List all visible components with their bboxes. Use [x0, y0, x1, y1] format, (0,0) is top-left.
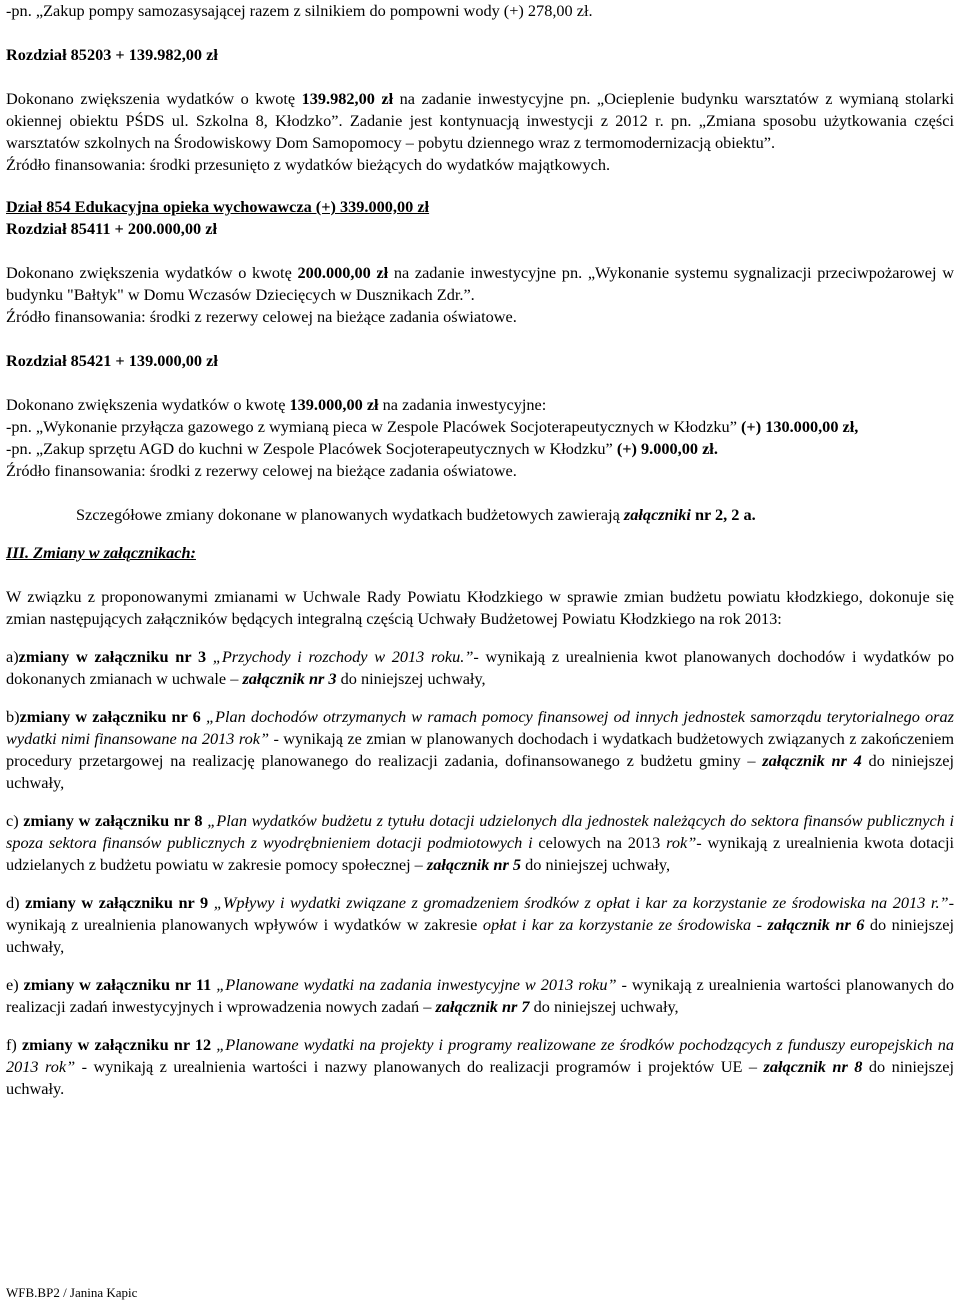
- intro-paragraph: W związku z proponowanymi zmianami w Uchwale Rady Powiatu Kłodzkiego w sprawie zmian budżetu powiatu kłodzkiego, dokonuje się zmian następujących załączników będących integralną częścią Uchwały Budżetowej Powiatu Kłodzkiego na rok 2013:: [6, 587, 954, 628]
- item-c: c) zmiany w załączniku nr 8 „Plan wydatków budżetu z tytułu dotacji udzielonych dla jednostek należących do sektora finansów publicznych i spoza sektora finansów publicznych z wyodrębnieniem dotacji podmiotowych i celowych na 2013 rok”- wynikają z urealnienia kwota dotacji udzielanych z budżetu powiatu w zakresie pomocy społecznej – załącznik nr 5 do niniejszej uchwały,: [6, 811, 955, 874]
- source-85421: Źródło finansowania: środki z rezerwy celowej na bieżące zadania oświatowe.: [6, 461, 517, 480]
- paragraph-85203: Dokonano zwiększenia wydatków o kwotę 139.982,00 zł na zadanie inwestycyjne pn. „Ocieplenie budynku warsztatów z wymianą stolarki okiennej obiektu PŚDS ul. Szkolna 8, Kłodzko”. Zadanie jest kontynuacją inwestycji z 2012 r. pn. „Zmiana sposobu użytkowania części warsztatów szkolnych na Środowiskowy Dom Samopomocy – pobytu dziennego wraz z termomodernizacją obiektu”.: [6, 89, 954, 152]
- item-d: d) zmiany w załączniku nr 9 „Wpływy i wydatki związane z gromadzeniem środków z opłat i kar za korzystanie ze środowiska na 2013 r.”- wynikają z urealnienia planowanych wpływów i wydatków w zakresie opłat i kar za korzystanie ze środowiska - załącznik nr 6 do niniejszej uchwały,: [6, 893, 954, 956]
- item-a: a)zmiany w załączniku nr 3 „Przychody i rozchody w 2013 roku.”- wynikają z urealnienia kwot planowanych dochodów i wydatków po dokonanych zmianach w uchwale – załącznik nr 3 do niniejszej uchwały,: [6, 647, 954, 688]
- paragraph-85411: Dokonano zwiększenia wydatków o kwotę 200.000,00 zł na zadanie inwestycyjne pn. „Wykonanie systemu sygnalizacji przeciwpożarowej w budynku "Bałtyk" w Domu Wczasów Dziecięcych w Dusznikach Zdr.”.: [6, 263, 954, 304]
- item-agd-equipment: -pn. „Zakup sprzętu AGD do kuchni w Zespole Placówek Socjoterapeutycznych w Kłodzku” (+) 9.000,00 zł.: [6, 439, 718, 458]
- detail-note: Szczegółowe zmiany dokonane w planowanych wydatkach budżetowych zawierają załączniki nr 2, 2 a.: [76, 505, 756, 524]
- item-pump: [6, 0, 954, 22]
- section-iii-heading: III. Zmiany w załącznikach:: [6, 543, 196, 562]
- source-85203: Źródło finansowania: środki przesunięto z wydatków bieżących do wydatków majątkowych.: [6, 155, 611, 174]
- heading-rozdzial-85203: Rozdział 85203 + 139.982,00 zł: [6, 45, 218, 64]
- item-gas-connection: -pn. „Wykonanie przyłącza gazowego z wymianą pieca w Zespole Placówek Socjoterapeutycznych w Kłodzku” (+) 130.000,00 zł,: [6, 417, 859, 436]
- heading-rozdzial-85411: Rozdział 85411 + 200.000,00 zł: [6, 219, 217, 238]
- pump-text: -pn. „Zakup pompy samozasysającej razem z silnikiem do pompowni wody (+) 278,00 zł.: [6, 1, 593, 20]
- paragraph-85421: Dokonano zwiększenia wydatków o kwotę 139.000,00 zł na zadania inwestycyjne:: [6, 395, 547, 414]
- source-85411: Źródło finansowania: środki z rezerwy celowej na bieżące zadania oświatowe.: [6, 307, 517, 326]
- heading-rozdzial-85421: Rozdział 85421 + 139.000,00 zł: [6, 351, 218, 370]
- footer-author: WFB.BP2 / Janina Kapic: [6, 1285, 138, 1300]
- item-e: e) zmiany w załączniku nr 11 „Planowane wydatki na zadania inwestycyjne w 2013 roku” - wynikają z urealnienia wartości planowanych do realizacji zadań inwestycyjnych i wprowadzenia nowych zadań – załącznik nr 7 do niniejszej uchwały,: [6, 975, 954, 1016]
- item-f: f) zmiany w załączniku nr 12 „Planowane wydatki na projekty i programy realizowane ze środków pochodzących z funduszy europejskich na 2013 rok” - wynikają z urealnienia wartości i nazwy planowanych do realizacji programów i projektów UE – załącznik nr 8 do niniejszej uchwały.: [6, 1035, 954, 1098]
- item-b: b)zmiany w załączniku nr 6 „Plan dochodów otrzymanych w ramach pomocy finansowej od innych jednostek samorządu terytorialnego oraz wydatki nimi finansowane na 2013 rok” - wynikają ze zmian w planowanych dochodach i wydatkach budżetowych związanych z zakończeniem procedury przetargowej na realizację planowanego do realizacji zadania, dofinansowanego z budżetu gminy – załącznik nr 4 do niniejszej uchwały,: [6, 707, 955, 792]
- heading-dzial-854: Dział 854 Edukacyjna opieka wychowawcza (+) 339.000,00 zł: [6, 197, 430, 216]
